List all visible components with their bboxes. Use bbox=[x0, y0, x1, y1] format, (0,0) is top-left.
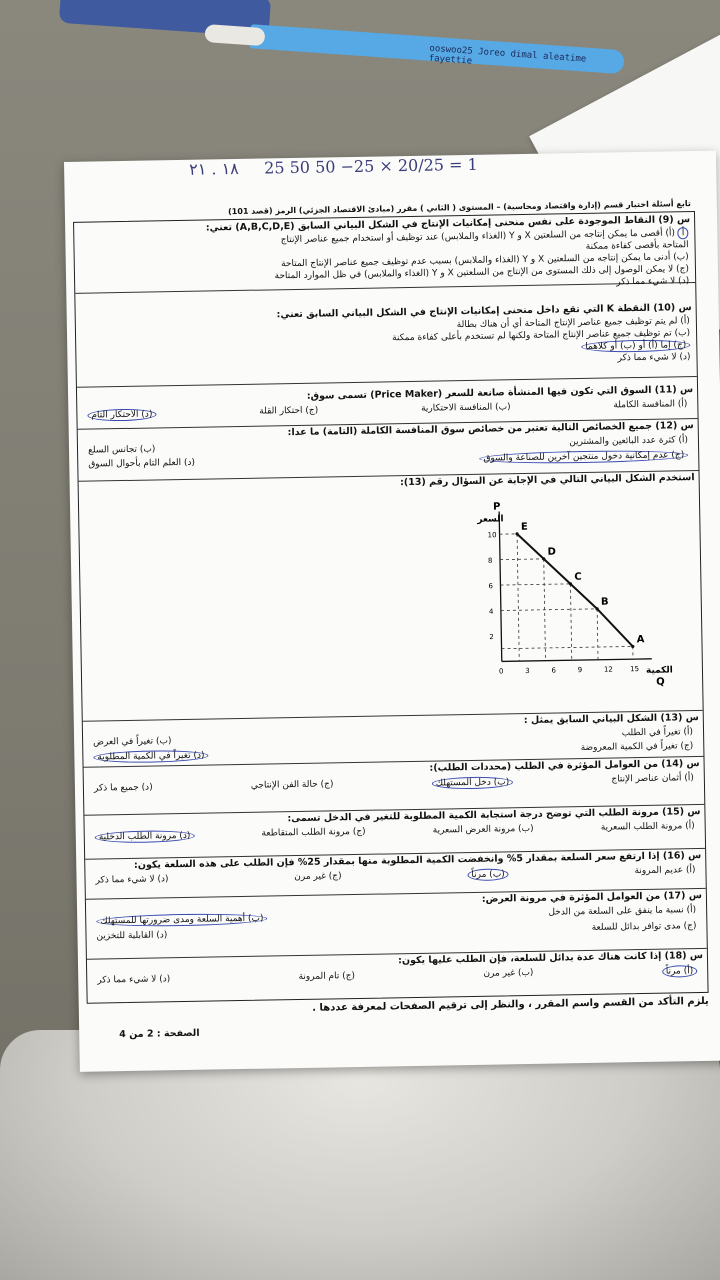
question-stem: س (10) النقطة K التي تقع داخل منحنى إمكانيات الإنتاج في الشكل البياني السابق تعني: bbox=[276, 302, 692, 321]
guide-line-vertical bbox=[570, 584, 571, 660]
option-a[interactable]: (أ) تغيراً في الطلب bbox=[621, 727, 694, 739]
exam-sheet bbox=[64, 151, 720, 1072]
answer-mark: أ bbox=[678, 227, 689, 239]
option-b[interactable]: (ب) مرناً bbox=[467, 868, 509, 881]
option-a[interactable]: (أ) لم يتم توظيف جميع عناصر الإنتاج المتاحة أي أن هناك بطالة bbox=[456, 316, 690, 331]
option-b[interactable]: (ب) أهمية السلعة ومدى ضرورتها للمستهلك bbox=[96, 913, 267, 928]
option-c[interactable]: (ج) غير مرن bbox=[294, 871, 342, 883]
x-tick-label: 12 bbox=[603, 665, 613, 674]
y-axis-letter: P bbox=[492, 501, 501, 513]
x-axis-label: الكمية bbox=[645, 665, 673, 676]
handwriting-calc bbox=[189, 155, 478, 179]
point-label: C bbox=[574, 571, 582, 583]
option-b[interactable]: (ب) المنافسة الاحتكارية bbox=[420, 402, 511, 414]
option-d[interactable]: (د) لا شيء مما ذكر bbox=[97, 974, 171, 986]
demand-chart bbox=[79, 490, 703, 722]
y-tick-label: 4 bbox=[488, 607, 494, 616]
option-c[interactable]: (ج) لا يمكن الوصول إلى ذلك المستوى من الإنتاج من السلعتين X و Y (الغذاء والملابس) في ظل الموارد المتاحة bbox=[274, 264, 690, 282]
y-tick-label: 6 bbox=[488, 582, 494, 591]
guide-line-horizontal bbox=[500, 559, 544, 560]
option-d[interactable]: (د) الاحتكار التام bbox=[87, 408, 156, 421]
y-tick-label: 10 bbox=[487, 531, 497, 540]
option-c[interactable]: (ج) مدى توافر بدائل للسلعة bbox=[591, 921, 697, 933]
option-a[interactable]: (أ) أثمان عناصر الإنتاج bbox=[611, 773, 694, 785]
x-tick-label: 3 bbox=[525, 666, 530, 676]
demand-curve bbox=[517, 532, 633, 649]
footer-note: يلزم التأكد من القسم واسم المقرر ، والنظر إلى ترقيم الصفحات لمعرفة عددها . bbox=[312, 995, 709, 1014]
option-text: (أ) أقصى ما يمكن إنتاجه من السلعتين X و Y (الغذاء والملابس) عند توظيف أو استخدام جميع عناصر الإنتاج bbox=[280, 228, 676, 246]
y-tick-label: 8 bbox=[487, 556, 493, 565]
graph-intro-text: استخدم الشكل البياني التالي في الإجابة عن السؤال رقم (13): bbox=[399, 472, 695, 489]
option-c[interactable]: (ج) حالة الفن الإنتاجي bbox=[250, 779, 334, 791]
option-d[interactable]: (د) العلم التام بأحوال السوق bbox=[88, 457, 196, 470]
option-c[interactable]: (ج) تام المرونة bbox=[298, 971, 356, 983]
guide-line-horizontal bbox=[502, 646, 633, 648]
point-label: B bbox=[600, 596, 609, 608]
question-stem: س (18) إذا كانت هناك عدة بدائل للسلعة، فإن الطلب عليها يكون: bbox=[398, 949, 704, 967]
guide-line-vertical bbox=[597, 609, 598, 660]
option-d[interactable]: (د) القابلية للتخزين bbox=[96, 930, 168, 942]
option-d[interactable]: (د) لا شيء مما ذكر bbox=[616, 276, 690, 288]
option-a[interactable]: (أ) نسبة ما ينفق على السلعة من الدخل bbox=[548, 905, 697, 918]
option-d[interactable]: (د) تغيراً في الكمية المطلوبة bbox=[93, 750, 208, 764]
question-stem: س (17) من العوامل المؤثرة في مرونة العرض: bbox=[481, 889, 702, 905]
question-stem: س (9) النقاط الموجودة على نفس منحنى إمكانيات الإنتاج في الشكل البياني السابق (A,B,C,D,E) تعني: bbox=[205, 214, 691, 234]
pen-text: ooswoo25 Joreo dimal aleatime fayettie bbox=[428, 43, 587, 67]
option-b[interactable]: (ب) تم توظيف جميع عناصر الإنتاج المتاحة ولكنها لم تستخدم بأعلى كفاءة ممكنة bbox=[392, 328, 691, 344]
option-c[interactable]: (ج) تغيراً في الكمية المعروضة bbox=[580, 741, 694, 754]
x-tick-label: 6 bbox=[551, 666, 556, 675]
question-18 bbox=[87, 948, 708, 1003]
option-d[interactable]: (د) جميع ما ذكر bbox=[93, 782, 153, 794]
point-label: A bbox=[636, 634, 645, 646]
option-a-continued: المتاحة بأقصى كفاءة ممكنة bbox=[585, 240, 689, 252]
option-a[interactable]: (أ) المنافسة الكاملة bbox=[613, 399, 688, 411]
question-stem: س (12) جميع الخصائص التالية تعتبر من خصائص سوق المنافسة الكاملة (التامة) ما عدا: bbox=[287, 420, 694, 439]
option-a[interactable]: (أ) عديم المرونة bbox=[634, 865, 696, 877]
guide-line-horizontal bbox=[501, 609, 597, 611]
option-b[interactable]: (ب) تجانس السلع bbox=[87, 444, 156, 456]
option-a[interactable]: (أ) كثرة عدد البائعين والمشترين bbox=[569, 435, 689, 448]
question-stem: س (11) السوق التي تكون فيها المنشأة صانعة للسعر (Price Maker) تسمى سوق: bbox=[306, 384, 694, 402]
pen-cap bbox=[204, 24, 265, 46]
question-10 bbox=[76, 300, 697, 388]
option-c[interactable]: (ج) عدم إمكانية دخول منتجين آخرين للصناعة والسوق bbox=[479, 449, 688, 465]
x-tick-label: 15 bbox=[630, 665, 640, 674]
option-d[interactable]: (د) لا شيء مما ذكر bbox=[617, 352, 691, 364]
question-stem: س (14) من العوامل المؤثرة في الطلب (محددات الطلب): bbox=[429, 757, 700, 774]
option-c[interactable]: (ج) احتكار القلة bbox=[259, 405, 319, 417]
guide-line-horizontal bbox=[500, 584, 570, 585]
point-label: E bbox=[520, 521, 528, 533]
option-b[interactable]: (ب) أدنى ما يمكن إنتاجه من السلعتين X و Y (الغذاء والملابس) بسبب عدم توظيف جميع عناصر الإنتاج المتاحة bbox=[280, 252, 689, 270]
option-d[interactable]: (د) مرونة الطلب الدخلية bbox=[95, 830, 195, 844]
page-number: الصفحة : 2 من 4 bbox=[119, 1027, 200, 1041]
option-a[interactable]: (أ) مرونة الطلب السعرية bbox=[600, 821, 695, 833]
answer-mark: (ج) إما (أ) أو (ب) أو كلاهما bbox=[581, 339, 690, 353]
handwriting-left: ١٨ . ٢١ bbox=[188, 158, 239, 179]
question-stem: س (15) مرونة الطلب التي توضح درجة استجابة الكمية المطلوبة للتغير في الدخل تسمى: bbox=[287, 805, 701, 825]
option-b[interactable]: (ب) دخل المستهلك bbox=[432, 776, 514, 789]
option-b[interactable]: (ب) غير مرن bbox=[483, 967, 534, 979]
option-b[interactable]: (ب) مرونة العرض السعرية bbox=[432, 823, 534, 836]
x-tick-label: 9 bbox=[577, 666, 583, 675]
exam-header: تابع أسئلة اختبار قسم (إدارة واقتصاد ومحاسبة) – المستوى ( الثاني ) مقرر (مبادئ الاقتصاد الجزئي) الرمز (قصد 101) bbox=[228, 199, 691, 217]
option-b[interactable]: (ب) تغيراً في العرض bbox=[93, 736, 172, 748]
option-d[interactable]: (د) لا شيء مما ذكر bbox=[95, 874, 169, 886]
x-tick-label: 0 bbox=[498, 667, 504, 676]
demand-chart-svg bbox=[79, 490, 703, 721]
guide-line-vertical bbox=[517, 534, 519, 661]
questions-frame bbox=[73, 211, 709, 1004]
y-axis-label: السعر bbox=[477, 514, 504, 525]
x-axis-letter: Q bbox=[656, 676, 665, 688]
question-stem: س (16) إذا ارتفع سعر السلعة بمقدار 5% وانخفضت الكمية المطلوبة منها بمقدار 25% فإن الطلب على هذه السلعة يكون: bbox=[133, 849, 702, 871]
x-axis bbox=[502, 659, 652, 662]
question-9 bbox=[74, 212, 695, 294]
question-stem: س (13) الشكل البياني السابق يمثل : bbox=[523, 712, 699, 727]
point-label: D bbox=[547, 546, 557, 558]
option-c[interactable]: (ج) مرونة الطلب المتقاطعة bbox=[261, 826, 366, 839]
y-tick-label: 2 bbox=[489, 633, 494, 642]
handwriting-right: 25 50 50 −25 × 20/25 = 1 bbox=[264, 154, 478, 178]
option-a[interactable]: (أ) مرناً bbox=[662, 965, 698, 978]
